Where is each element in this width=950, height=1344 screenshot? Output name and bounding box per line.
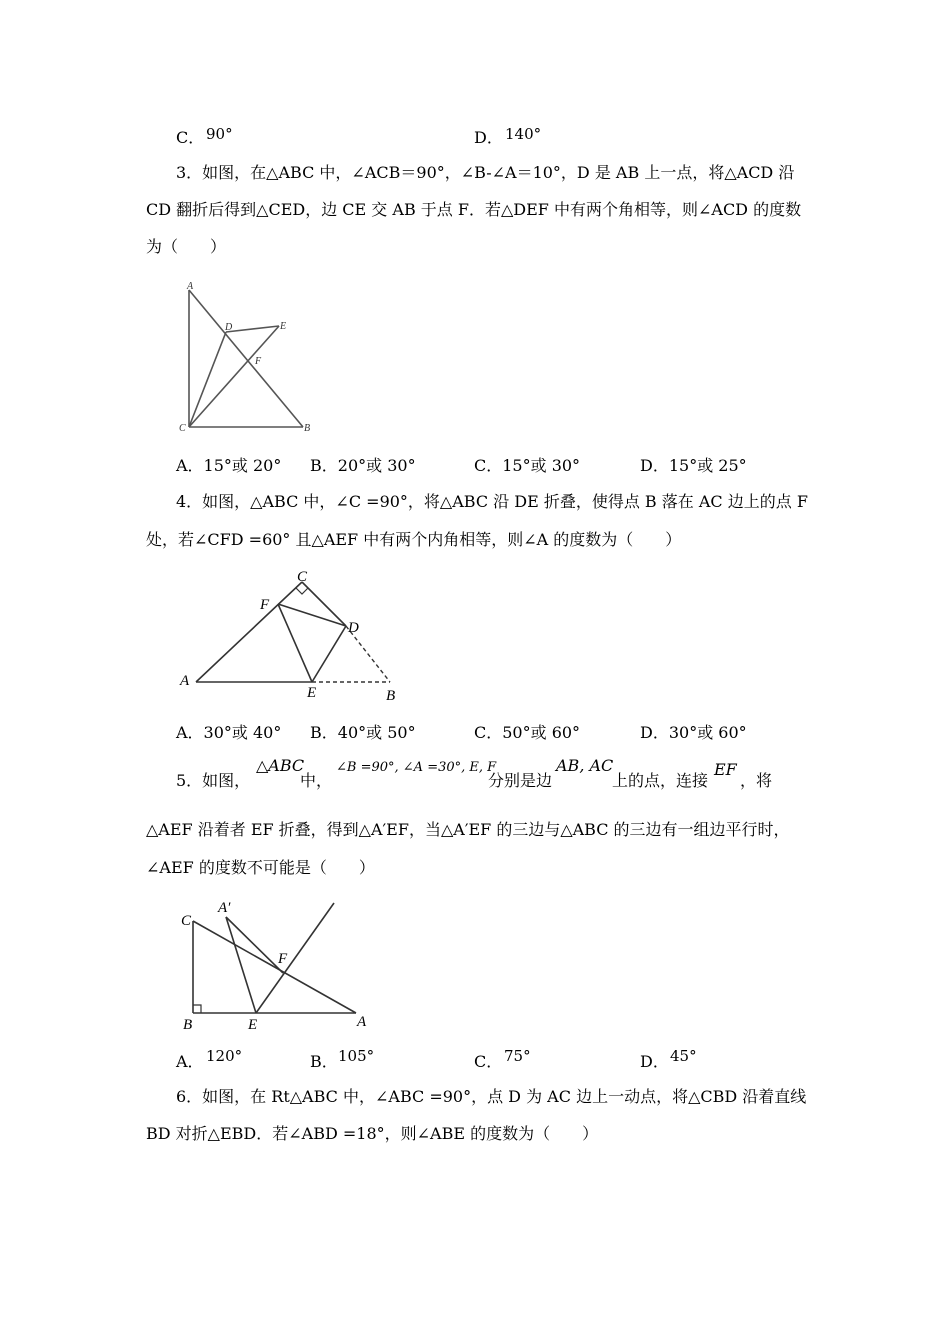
q2-option-d-label: D．	[474, 128, 503, 147]
q5-option-a-label: A．	[176, 1052, 204, 1071]
q4-figure	[176, 566, 416, 706]
q2-option-d-value: 140°	[505, 125, 542, 143]
q2-option-c-value: 90°	[206, 125, 233, 143]
q5-label-a: A	[357, 1014, 367, 1030]
q3-label-d: D	[225, 322, 233, 333]
q5-text-line2: △AEF 沿着者 EF 折叠，得到△A′EF，当△A′EF 的三边与△ABC 的三边有一组边平行时，	[146, 820, 790, 839]
q5-text-h: EF	[714, 760, 737, 779]
q4-text-line1: 4．如图，△ABC 中，∠C =90°，将△ABC 沿 DE 折叠，使得点 B 落在 AC 边上的点 F	[176, 492, 808, 511]
q3-label-c: C	[179, 423, 186, 434]
q4-label-d: D	[348, 620, 359, 636]
q5-text-d: ∠B =90°, ∠A =30°, E, F	[336, 760, 497, 775]
q3-text-line2: CD 翻折后得到△CED，边 CE 交 AB 于点 F．若△DEF 中有两个角相等，则∠ACD 的度数	[146, 200, 802, 219]
q3-option-d: D．15°或 25°	[640, 456, 747, 475]
q4-option-b: B．40°或 50°	[310, 723, 416, 742]
q5-text-i: ，将	[740, 771, 773, 790]
q5-figure	[176, 895, 386, 1040]
q5-label-e: E	[248, 1017, 258, 1033]
q4-label-e: E	[307, 685, 317, 701]
q4-label-c: C	[297, 569, 308, 585]
q4-option-d: D．30°或 60°	[640, 723, 747, 742]
q6-text-line1: 6．如图，在 Rt△ABC 中，∠ABC =90°，点 D 为 AC 边上一动点，将△CBD 沿着直线	[176, 1087, 807, 1106]
q5-text-a: 5．如图，	[176, 771, 251, 790]
q4-text-line2: 处，若∠CFD =60° 且△AEF 中有两个内角相等，则∠A 的度数为（ ）	[146, 530, 682, 549]
q3-label-e: E	[280, 321, 287, 332]
q5-label-b: B	[183, 1017, 193, 1033]
q3-label-a: A	[187, 281, 194, 292]
q5-text-line3: ∠AEF 的度数不可能是（ ）	[146, 858, 375, 877]
q3-text-line1: 3．如图，在△ABC 中，∠ACB＝90°，∠B-∠A＝10°，D 是 AB 上一点，将△ACD 沿	[176, 163, 795, 182]
q5-label-a-prime: A′	[218, 900, 231, 916]
q4-label-a: A	[180, 673, 190, 689]
q5-label-f: F	[278, 951, 288, 967]
q5-text-b: △ABC	[256, 756, 305, 775]
q5-option-b-value: 105°	[338, 1047, 375, 1065]
q5-text-g: 上的点，连接	[612, 771, 709, 790]
q5-option-c-value: 75°	[504, 1047, 531, 1065]
q3-figure	[176, 280, 326, 440]
q2-option-c-label: C．	[176, 128, 205, 147]
q4-label-b: B	[386, 688, 396, 704]
q3-label-f: F	[255, 356, 262, 367]
q5-text-c: 中，	[300, 771, 333, 790]
q3-label-b: B	[304, 423, 311, 434]
q3-option-c: C．15°或 30°	[474, 456, 581, 475]
q5-option-b-label: B．	[310, 1052, 338, 1071]
q5-option-d-label: D．	[640, 1052, 669, 1071]
q3-option-a: A．15°或 20°	[176, 456, 282, 475]
q4-option-c: C．50°或 60°	[474, 723, 581, 742]
q5-text-e: 分别是边	[488, 771, 553, 790]
q5-option-d-value: 45°	[670, 1047, 697, 1065]
q4-option-a: A．30°或 40°	[176, 723, 282, 742]
q3-option-b: B．20°或 30°	[310, 456, 416, 475]
q4-label-f: F	[260, 597, 270, 613]
q5-option-c-label: C．	[474, 1052, 503, 1071]
q5-option-a-value: 120°	[206, 1047, 243, 1065]
q5-label-c: C	[181, 913, 192, 929]
q3-text-line3: 为（ ）	[146, 237, 227, 256]
q6-text-line2: BD 对折△EBD．若∠ABD =18°，则∠ABE 的度数为（ ）	[146, 1124, 599, 1143]
q5-text-f: AB, AC	[556, 756, 614, 775]
